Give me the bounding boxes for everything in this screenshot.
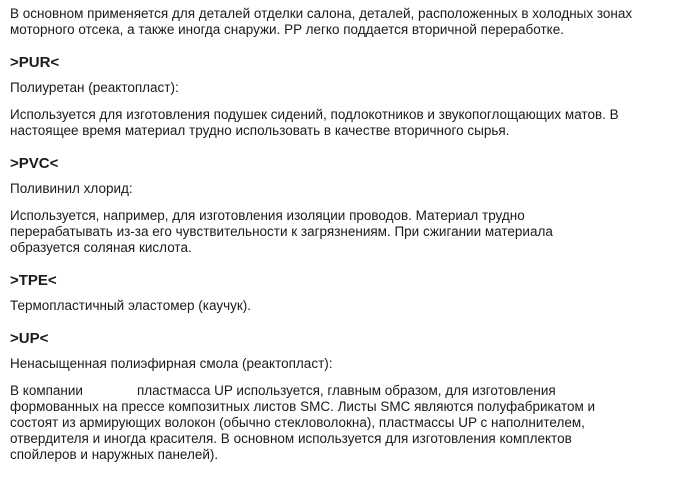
document-page bbox=[10, 6, 696, 463]
body-up bbox=[10, 383, 696, 463]
body-pur: Используется для изготовления подушек сидений, подлокотников и звукопоглощающих матов. В настоящее время материал трудно использовать в качестве вторичного сырья. bbox=[10, 107, 619, 138]
heading-pur: >PUR< bbox=[10, 54, 60, 71]
subtitle-tpe: Термопластичный эластомер (каучук). bbox=[10, 298, 252, 313]
subtitle-pvc: Поливинил хлорид: bbox=[10, 181, 133, 196]
body-up-start: В компании bbox=[10, 383, 83, 398]
intro-paragraph: В основном применяется для деталей отделки салона, деталей, расположенных в холодных зонах моторного отсека, а также иногда снаружи. PP легко поддается вторичной переработке. bbox=[10, 6, 633, 37]
subtitle-up: Ненасыщенная полиэфирная смола (реактопласт): bbox=[10, 356, 333, 371]
body-up-rest: пластмасса UP используется, главным образом, для изготовления формованных на прессе композитных листов SMC. Листы SMC являются полуфабрикатом и состоят из армирующих волокон (обычно стекловолокна), пластмассы UP с наполнителем, отвердителя и иногда красителя. В основном используется для изготовления комплектов спойлеров и наружных панелей). bbox=[10, 383, 596, 462]
heading-up: >UP< bbox=[10, 330, 49, 347]
heading-tpe: >TPE< bbox=[10, 272, 57, 289]
body-pvc: Используется, например, для изготовления изоляции проводов. Материал трудно перерабатывать из-за его чувствительности к загрязнениям. При сжигании материала образуется соляная кислота. bbox=[10, 208, 553, 255]
heading-pvc: >PVC< bbox=[10, 155, 59, 172]
subtitle-pur: Полиуретан (реактопласт): bbox=[10, 80, 179, 95]
